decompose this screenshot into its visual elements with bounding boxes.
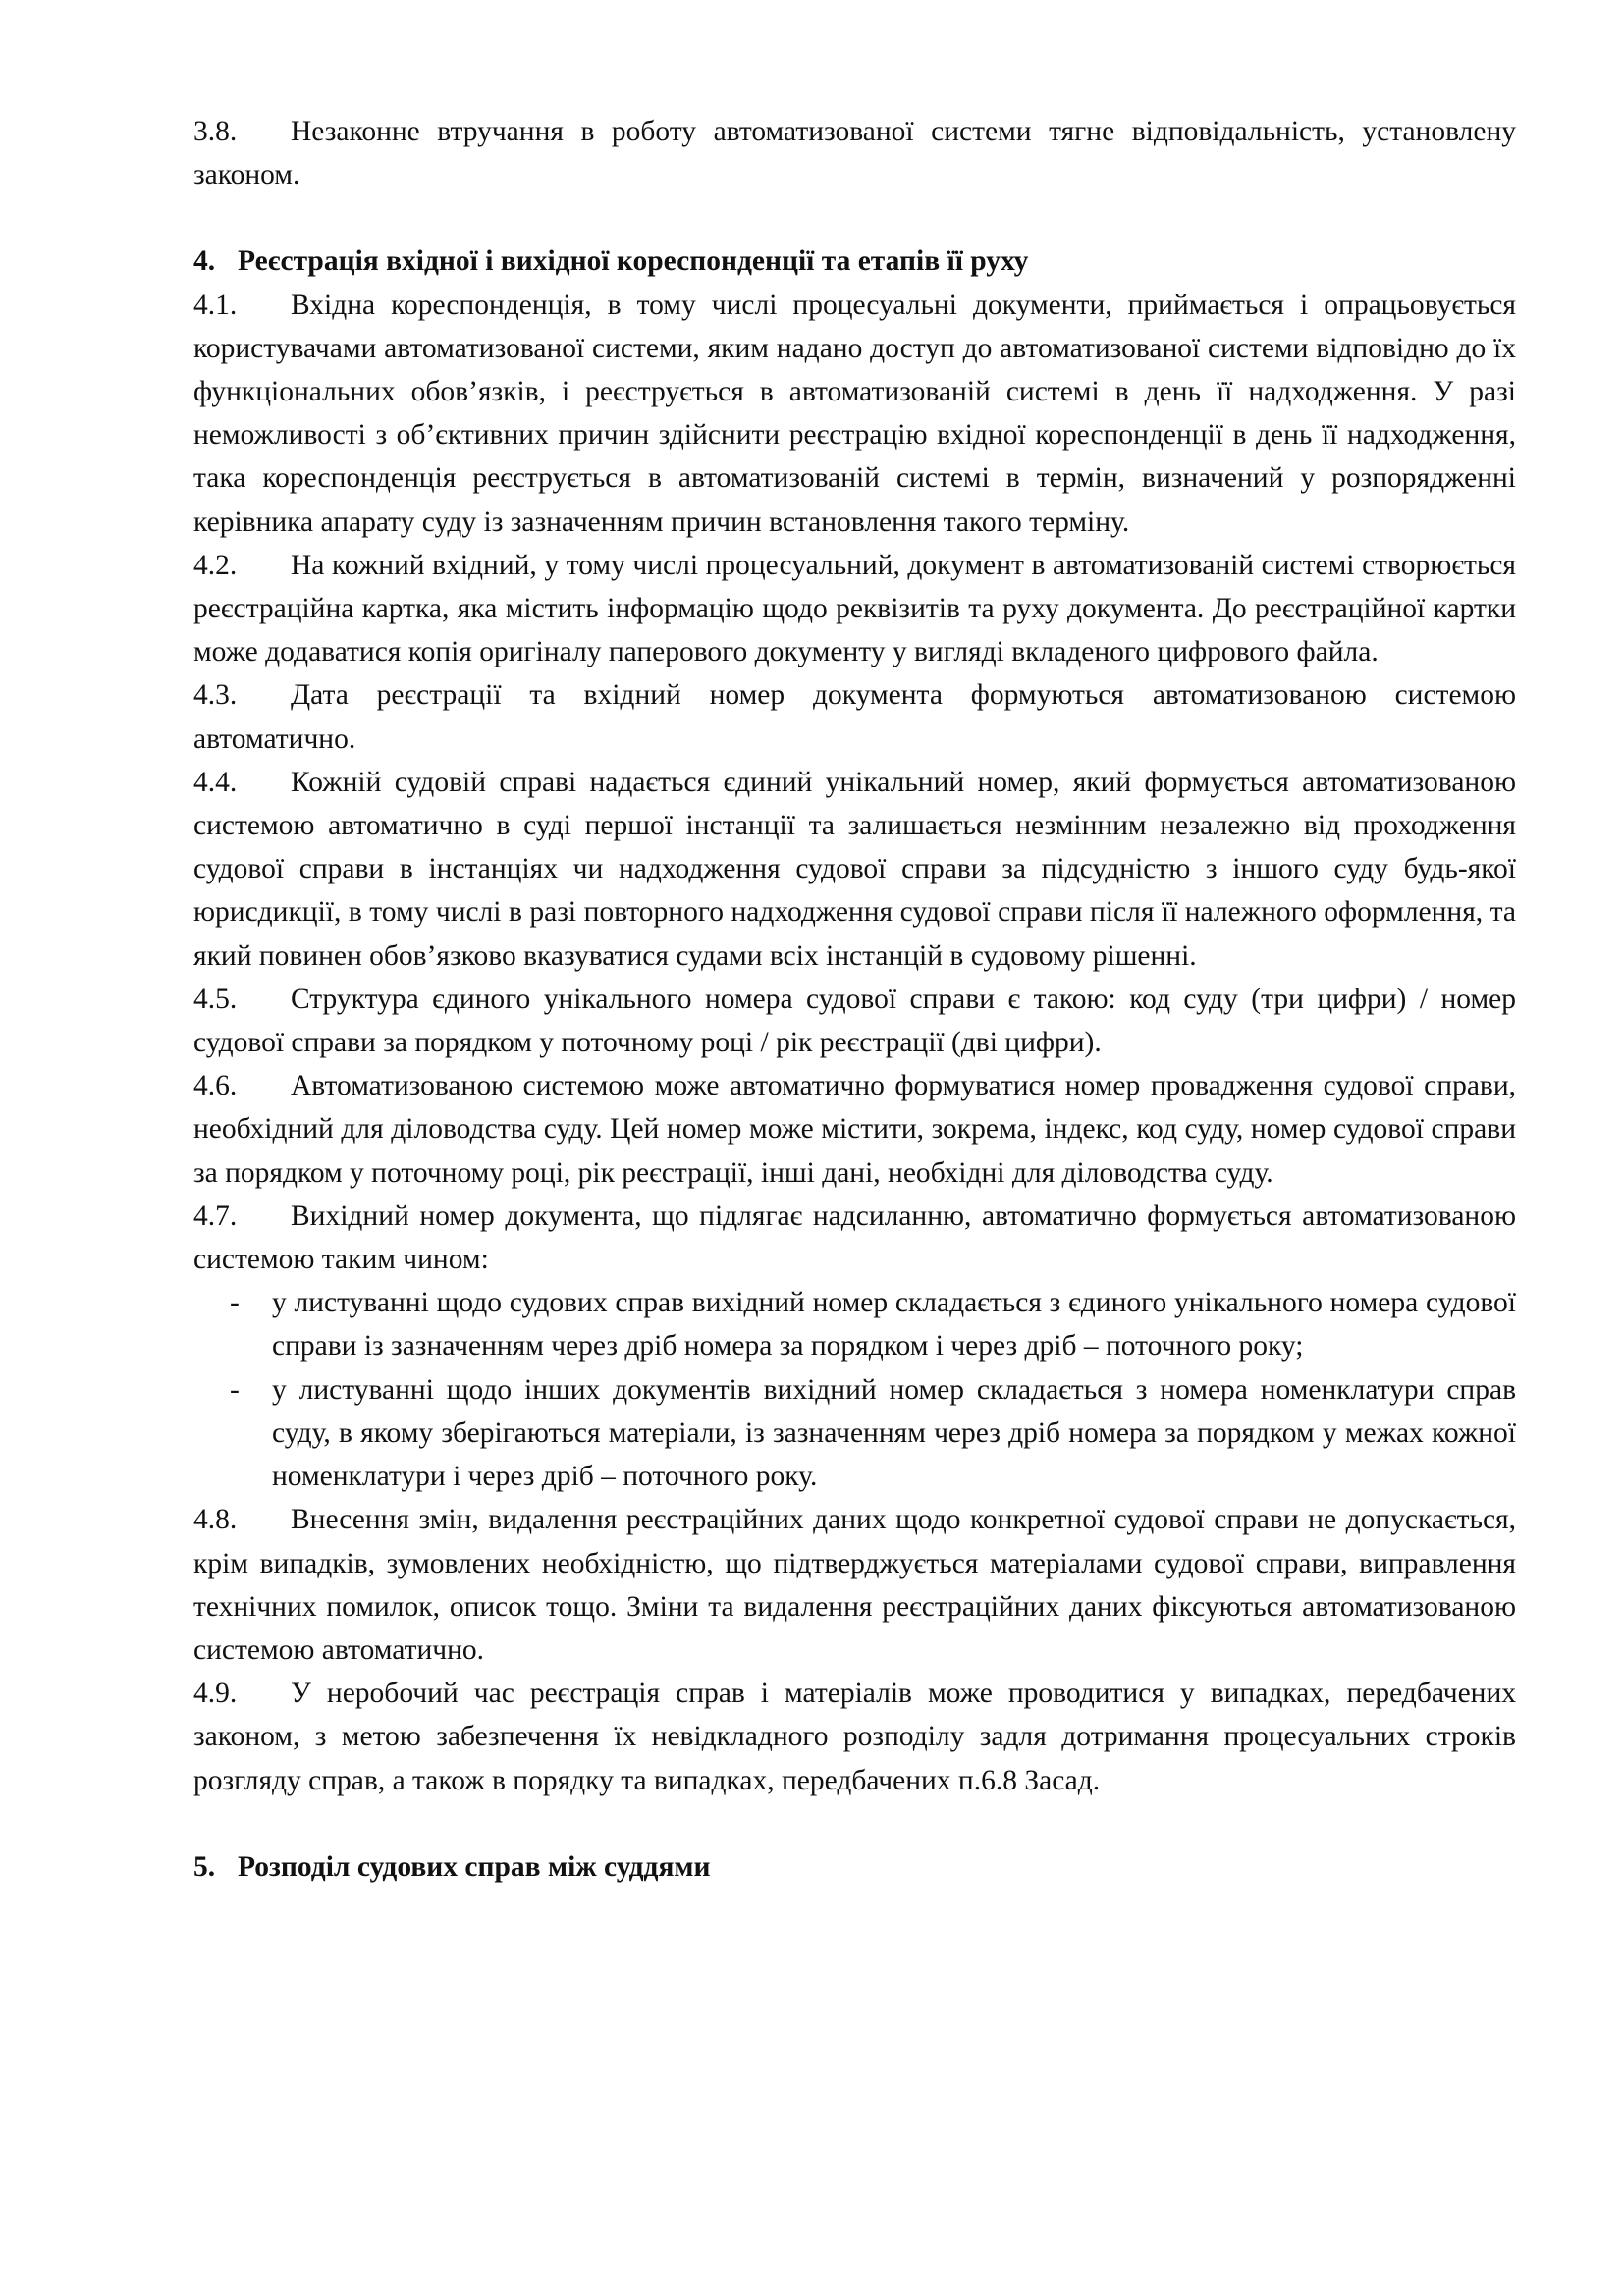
list-item	[193, 1368, 1516, 1499]
paragraph-text: На кожний вхідний, у тому числі процесуальний, документ в автоматизованій системі створюється реєстраційна картка, яка містить інформацію щодо реквізитів та руху документа. До реєстраційної картки може додаватися копія оригіналу паперового документу у вигляді вкладеного цифрового файла.	[193, 549, 1516, 668]
paragraph-text: Дата реєстрації та вхідний номер документа формуються автоматизованою системою автоматично.	[193, 679, 1516, 755]
paragraph-number: 4.5.	[193, 983, 238, 1015]
spacer	[193, 196, 1516, 240]
paragraph-4-1	[193, 284, 1516, 544]
paragraph-4-2	[193, 544, 1516, 674]
paragraph-text: Вихідний номер документа, що підлягає надсиланню, автоматично формується автоматизованою системою таким чином:	[193, 1200, 1516, 1276]
paragraph-4-4	[193, 761, 1516, 978]
bullet-dash: -	[230, 1373, 240, 1406]
section-number: 4.	[193, 245, 216, 278]
spacer	[193, 1802, 1516, 1845]
paragraph-3-8	[193, 110, 1516, 196]
paragraph-4-9	[193, 1672, 1516, 1802]
paragraph-number: 4.7.	[193, 1200, 238, 1232]
paragraph-text: Кожній судовій справі надається єдиний унікальний номер, який формується автоматизованою системою автоматично в суді першої інстанції та залишається незмінним незалежно від проходження судової справи в інстанціях чи надходження судової справи за підсудністю з іншого суду будь-якої юрисдикції, в тому числі в разі повторного надходження судової справи після її належного оформлення, та який повинен обов’язково вказуватися судами всіх інстанцій в судовому рішенні.	[193, 766, 1516, 972]
list-item-text: у листуванні щодо судових справ вихідний номер складається з єдиного унікального номера судової справи із зазначенням через дріб номера за порядком і через дріб – поточного року;	[272, 1287, 1516, 1362]
list-item-text: у листуванні щодо інших документів вихідний номер складається з номера номенклатури справ суду, в якому зберігаються матеріали, із зазначенням через дріб номера за порядком у межах кожної номенклатури і через дріб – поточного року.	[272, 1373, 1516, 1493]
paragraph-4-5	[193, 978, 1516, 1064]
paragraph-number: 3.8.	[193, 116, 238, 147]
paragraph-4-6	[193, 1064, 1516, 1195]
section-title: Реєстрація вхідної і вихідної кореспонденції та етапів її руху	[238, 245, 1029, 278]
document-page	[193, 110, 1516, 1889]
paragraph-number: 4.9.	[193, 1678, 238, 1710]
section-number: 5.	[193, 1850, 216, 1883]
section-4-heading	[193, 240, 1516, 283]
paragraph-number: 4.4.	[193, 766, 238, 798]
paragraph-text: Структура єдиного унікального номера судової справи є такою: код суду (три цифри) / номер судової справи за порядком у поточному році / рік реєстрації (дві цифри).	[193, 983, 1516, 1059]
paragraph-number: 4.6.	[193, 1070, 238, 1102]
paragraph-4-3	[193, 673, 1516, 760]
list-item	[193, 1281, 1516, 1367]
section-5-heading	[193, 1845, 1516, 1889]
paragraph-text: Незаконне втручання в роботу автоматизованої системи тягне відповідальність, установлену законом.	[193, 116, 1516, 191]
paragraph-number: 4.8.	[193, 1504, 238, 1536]
bullet-dash: -	[230, 1287, 240, 1319]
paragraph-number: 4.1.	[193, 289, 238, 321]
paragraph-text: У неробочий час реєстрація справ і матеріалів може проводитися у випадках, передбачених законом, з метою забезпечення їх невідкладного розподілу задля дотримання процесуальних строків розгляду справ, а також в порядку та випадках, передбачених п.6.8 Засад.	[193, 1678, 1516, 1796]
paragraph-text: Автоматизованою системою може автоматично формуватися номер провадження судової справи, необхідний для діловодства суду. Цей номер може містити, зокрема, індекс, код суду, номер судової справи за порядком у поточному році, рік реєстрації, інші дані, необхідні для діловодства суду.	[193, 1070, 1516, 1189]
section-title: Розподіл судових справ між суддями	[238, 1850, 711, 1883]
paragraph-text: Внесення змін, видалення реєстраційних даних щодо конкретної судової справи не допускається, крім випадків, зумовлених необхідністю, що підтверджується матеріалами судової справи, виправлення технічних помилок, описок тощо. Зміни та видалення реєстраційних даних фіксуються автоматизованою системою автоматично.	[193, 1504, 1516, 1666]
paragraph-4-8	[193, 1498, 1516, 1672]
paragraph-number: 4.2.	[193, 549, 238, 581]
paragraph-text: Вхідна кореспонденція, в тому числі процесуальні документи, приймається і опрацьовується користувачами автоматизованої системи, яким надано доступ до автоматизованої системи відповідно до їх функціональних обов’язків, і реєструється в автоматизованій системі в день її надходження. У разі неможливості з об’єктивних причин здійснити реєстрацію вхідної кореспонденції в день її надходження, така кореспонденція реєструється в автоматизованій системі в термін, визначений у розпорядженні керівника апарату суду із зазначенням причин встановлення такого терміну.	[193, 289, 1516, 538]
paragraph-4-7	[193, 1195, 1516, 1281]
paragraph-number: 4.3.	[193, 679, 238, 712]
